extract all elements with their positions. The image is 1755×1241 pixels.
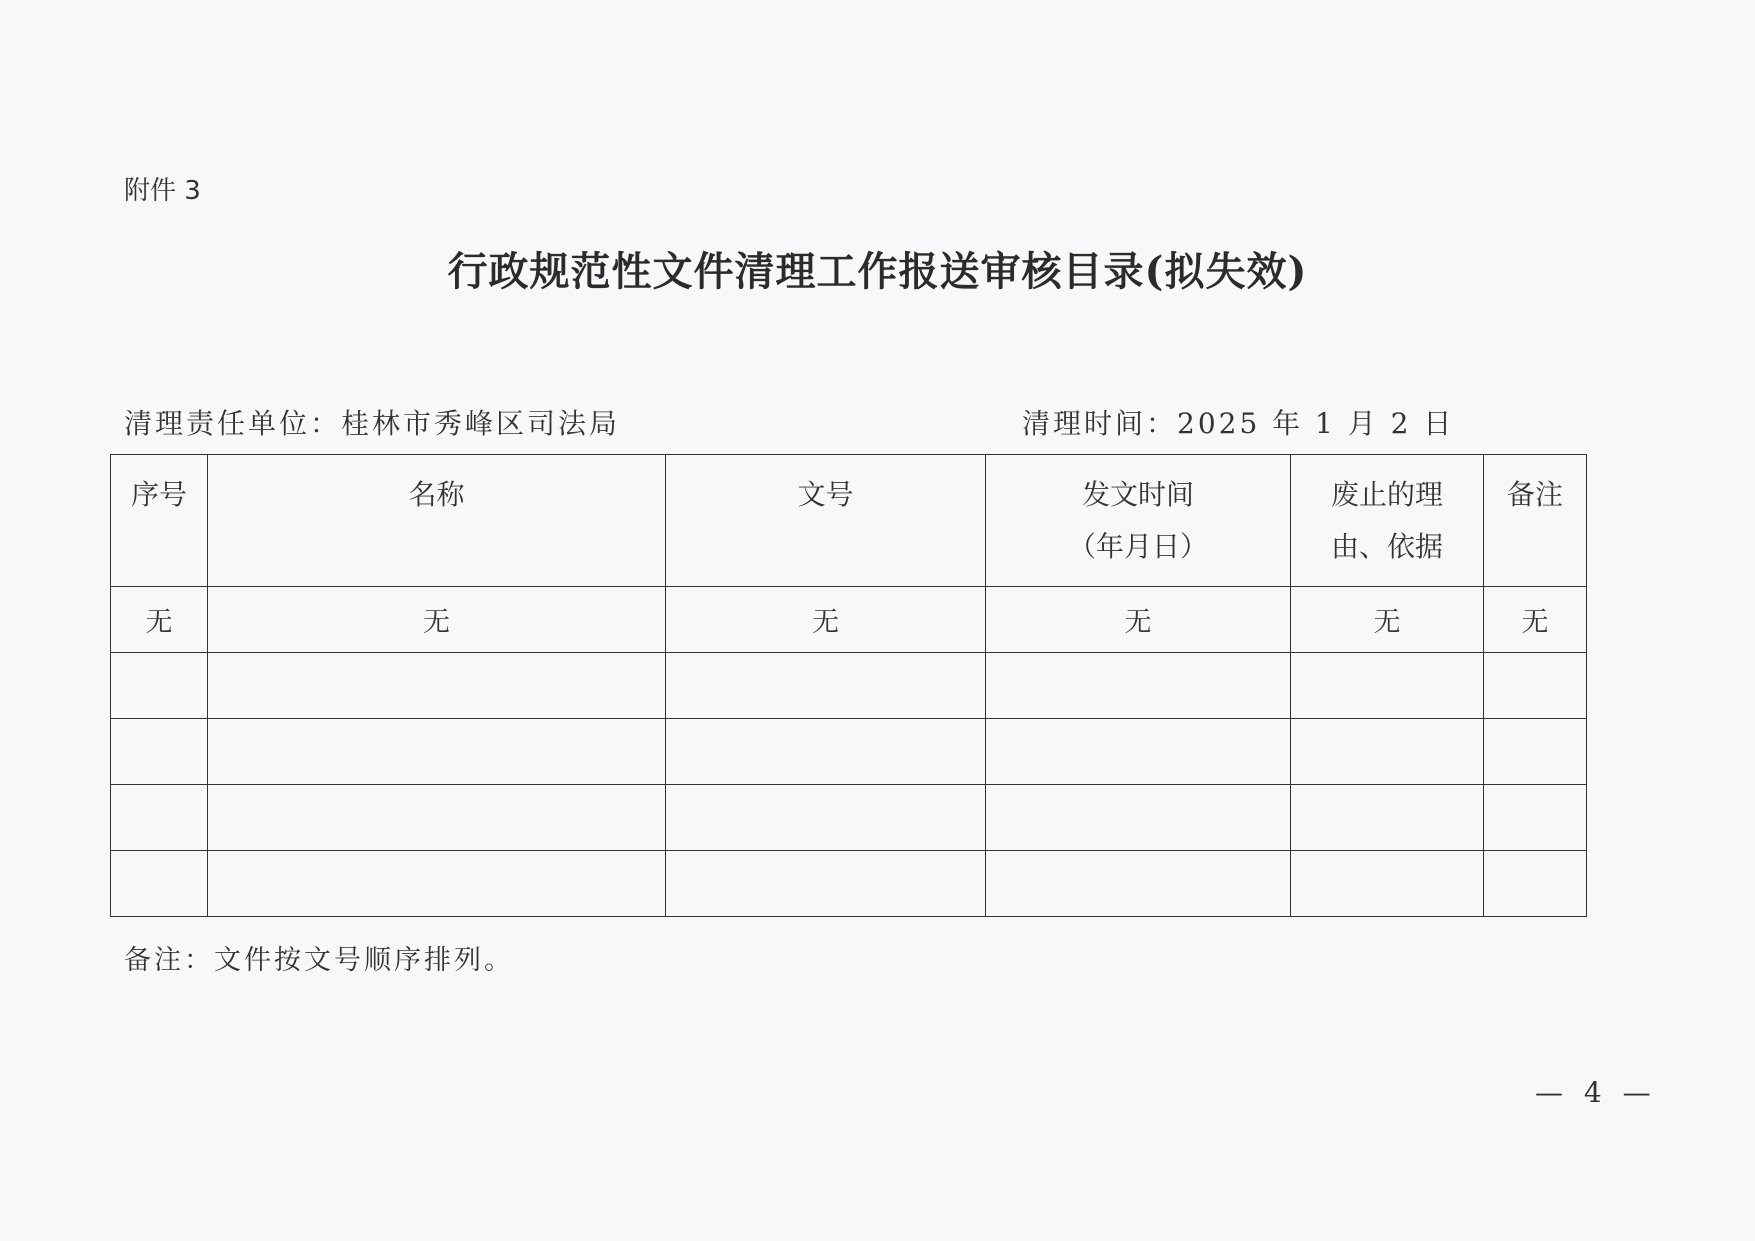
header-remarks: 备注 [1484, 455, 1587, 587]
table-cell [111, 653, 208, 719]
header-issue-date: 发文时间 （年月日） [986, 455, 1291, 587]
table-cell: 无 [1291, 587, 1484, 653]
table-cell [111, 719, 208, 785]
table-cell [1291, 719, 1484, 785]
responsible-unit: 清理责任单位：桂林市秀峰区司法局 [124, 407, 621, 440]
header-repeal-reason: 废止的理 由、依据 [1291, 455, 1484, 587]
table-cell [1291, 785, 1484, 851]
table-row [111, 719, 1587, 785]
table-cell: 无 [666, 587, 986, 653]
table-cell [666, 719, 986, 785]
table-cell [666, 785, 986, 851]
header-doc-number: 文号 [666, 455, 986, 587]
table-header-row [111, 455, 1587, 587]
cleanup-time: 清理时间：2025 年 1 月 2 日 [1022, 407, 1455, 440]
table-row [111, 785, 1587, 851]
header-name: 名称 [208, 455, 666, 587]
table-cell [111, 851, 208, 917]
table-cell [986, 851, 1291, 917]
header-index: 序号 [111, 455, 208, 587]
table-cell [1484, 719, 1587, 785]
table-cell [111, 785, 208, 851]
table-cell: 无 [986, 587, 1291, 653]
table-row [111, 587, 1587, 653]
table-cell [666, 653, 986, 719]
table-cell [208, 653, 666, 719]
table-cell: 无 [111, 587, 208, 653]
table-cell [1484, 851, 1587, 917]
table-row [111, 851, 1587, 917]
table-cell [986, 653, 1291, 719]
table-cell [1484, 785, 1587, 851]
table-cell [208, 851, 666, 917]
page-title: 行政规范性文件清理工作报送审核目录(拟失效) [447, 248, 1308, 295]
table-cell [208, 719, 666, 785]
table-cell: 无 [208, 587, 666, 653]
attachment-label: 附件 3 [124, 176, 201, 206]
table-cell [1291, 653, 1484, 719]
table-cell: 无 [1484, 587, 1587, 653]
table-cell [986, 719, 1291, 785]
footnote: 备注：文件按文号顺序排列。 [124, 945, 514, 976]
table-cell [208, 785, 666, 851]
catalog-table [110, 454, 1587, 917]
table-cell [1484, 653, 1587, 719]
page-number: — 4 — [1535, 1076, 1657, 1109]
table-row [111, 653, 1587, 719]
table-cell [986, 785, 1291, 851]
table-cell [1291, 851, 1484, 917]
table-cell [666, 851, 986, 917]
